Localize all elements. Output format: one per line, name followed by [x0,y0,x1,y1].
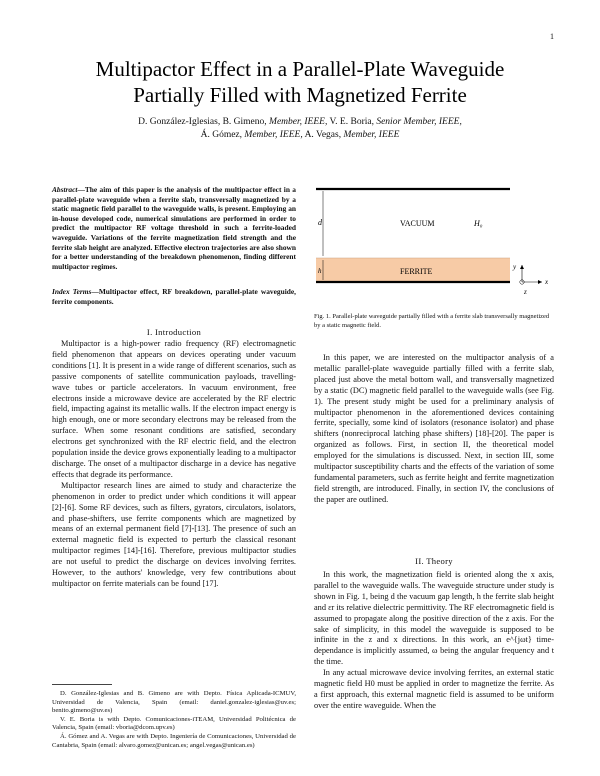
index-terms-text: —Multipactor effect, RF breakdown, parallel-plate waveguide, ferrite components. [52,287,297,306]
author-line-2 [40,129,560,142]
index-terms-lead: Index Terms [52,287,92,296]
author-role-3: Member, IEEE, [244,130,303,140]
theory-paragraph: In this work, the magnetization field is oriented along the x axis, parallel to the waveguide walls. The waveguide structure under study is shown in Fig. 1, being d the vacuum gap length, h the ferrite slab height and εr its relative dielectric permittivity. The RF electromagnetic field is assumed to propagate along the positive direction of the z axis. For the sake of simplicity, in this model the waveguide is supposed to be infinite in the z and x directions. In this work, an e^{jωt} time-dependance is implicitly assumed, ω being the angular frequency and t the time. [314,570,554,667]
h-label: h [318,267,322,275]
footnote: D. González-Iglesias and B. Gimeno are with Depto. Física Aplicada-ICMUV, Universidad de Valencia, Spain (email: daniel.gonzalez-iglesias@uv.es; benito.gimeno@uv.es) [52,690,296,715]
x-arrowhead-icon [538,280,542,284]
theory-paragraph: In any actual microwave device involving ferrites, an external static magnetic field H0 must be applied in order to magnetize the ferrite. As a first approach, this external magnetic field is assumed to be uniform over the entire waveguide. When the [314,668,554,710]
author-names-3: Á. Gómez, [200,130,245,140]
author-role-2: Senior Member, IEEE, [376,117,462,127]
field-label: H₀ [474,219,483,228]
author-names-4: A. Vegas, [302,130,344,140]
theory-body [314,570,554,712]
author-role-1: Member, IEEE, [269,117,328,127]
author-names-1: D. González-Iglesias, B. Gimeno, [138,117,270,127]
intro-paragraph: Multipactor is a high-power radio frequency (RF) electromagnetic field phenomenon that appears on devices operating under vacuum conditions [1]. It is present in a wide range of different scenarios, such as passive components of satellite communication payloads, travelling-wave tubes or particle accelerators. In vacuum environment, free electrons inside a microwave device are accelerated by the RF electric field, impacting against its metallic walls. If the electron impact energy is high enough, one or more secondary electrons may be released from the surface. When some resonant conditions are satisfied, secondary electrons get synchronized with the RF electric field, and the electron population inside the device grows exponentially leading to a multipactor discharge. The onset of a multipactor discharge in a device has negative effects that degrade its performance. [52,339,297,479]
footnote-divider [52,684,112,685]
y-axis-label: y [513,263,517,271]
page-number: 1 [550,32,554,41]
waveguide-figure [314,181,558,301]
figure-caption: Fig. 1. Parallel-plate waveguide partially filled with a ferrite slab transversally magnetized by a static magnetic field. [314,313,550,329]
introduction-body [52,339,296,590]
author-list [40,116,560,142]
section-heading-theory: II. Theory [415,556,453,566]
title-line-2: Partially Filled with Magnetized Ferrite [133,83,467,107]
index-terms [52,287,296,306]
body-paragraph: In this paper, we are interested on the multipactor analysis of a metallic parallel-plate waveguide partially filled with a ferrite slab, placed just above the metal bottom wall, and transversally magnetized by a static (DC) magnetic field parallel to the waveguide walls (see Fig. 1). The present study might be used for a preliminary analysis of multipactor phenomenon in the aforementioned devices containing ferrite, specially, some kind of isolators (resonance isolator) and phase shifters (nonreciprocal latching phase shifters) [18]-[20]. The paper is organized as follows. First, in section II, the theoretical model employed for the simulations is discussed. Next, in section III, some multipactor susceptibility charts and the effects of the variation of some fundamental parameters, such as ferrite height and ferrite magnetization field strength, are introduced. Finally, in section IV, the conclusions of the paper are outlined. [314,353,554,504]
abstract-text: —The aim of this paper is the analysis of the multipactor effect in a parallel-plate waveguide when a ferrite slab, transversally magnetized by a static magnetic field parallel to the waveguide walls, is present. Employing an in-house developed code, numerical simulations are performed in order to predict the multipactor RF voltage threshold in such a ferrite-loaded waveguide. Variations of the ferrite magnetization field strength and the ferrite slab height are analyzed. Effective electron trajectories are also shown for a better understanding of the breakdown phenomenon, finding different multipactor regimes. [52,185,296,271]
author-role-4: Member, IEEE [343,130,400,140]
title-line-1: Multipactor Effect in a Parallel-Plate Waveguide [95,57,505,81]
vacuum-label: VACUUM [400,219,435,228]
paper-title [40,56,560,108]
intro-paragraph: Multipactor research lines are aimed to study and characterize the phenomenon in order to predict under which conditions it will appear [2]-[6]. Some RF devices, such as filters, gyrators, circulators, isolators, and phase-shifters, use ferrite components which are magnetized by means of an external permanent field [7]-[13]. The presence of such an external magnetic field is expected to perturb the classical resonant multipactor regimes [14]-[16]. Therefore, previous multipactor studies are not useful to predict the discharge on devices involving ferrites. However, to the authors' knowledge, very few contributions about multipactor on ferrite materials can be found [17]. [52,480,296,588]
abstract-lead: Abstract [52,185,78,194]
d-label: d [318,218,322,227]
author-names-2: V. E. Boria, [327,117,377,127]
section-heading-introduction: I. Introduction [146,327,202,337]
intro-continuation [314,353,554,506]
y-arrowhead-icon [520,265,524,269]
author-line-1 [40,116,560,129]
z-axis-label: z [524,288,527,296]
footnote: Á. Gómez and A. Vegas are with Depto. Ingeniería de Comunicaciones, Universidad de Cantabria, Spain (email: alvaro.gomez@unican.es; angel.vegas@unican.es) [52,732,296,749]
footnote: V. E. Boria is with Depto. Comunicaciones-iTEAM, Universidad Politécnica de Valencia, Spain (email: vboria@dcom.upv.es) [52,715,296,732]
x-axis-label: x [545,278,549,286]
abstract [52,185,296,271]
affiliation-footnotes [52,690,296,750]
ferrite-label: FERRITE [400,267,433,276]
